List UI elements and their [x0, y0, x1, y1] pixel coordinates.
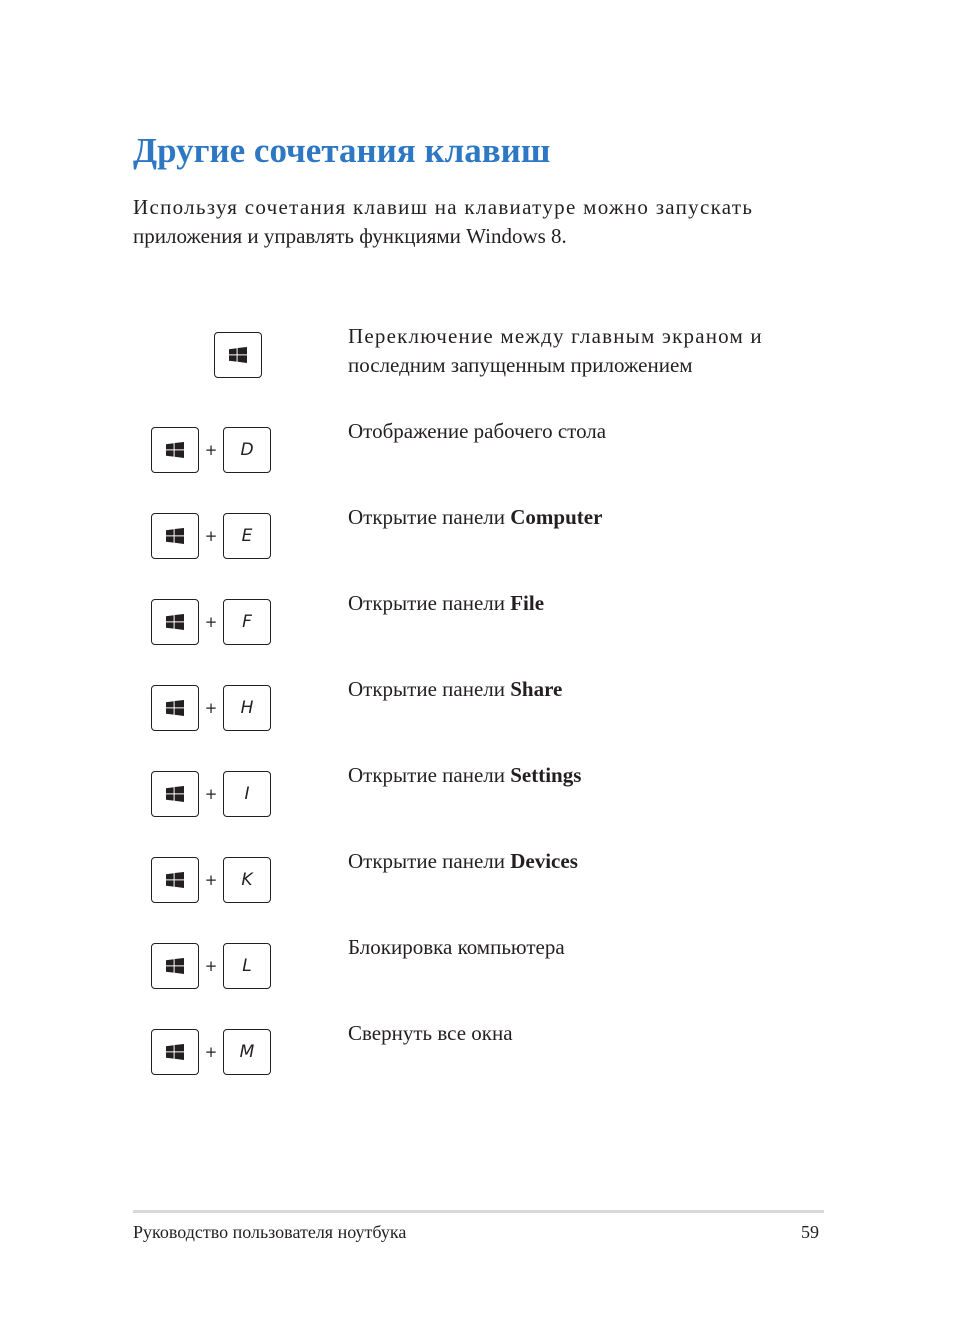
- shortcut-row-windows: [0, 320, 954, 400]
- shortcut-description-text: Открытие панели: [348, 763, 511, 787]
- page-number: 59: [801, 1222, 819, 1242]
- windows-key: [151, 513, 199, 559]
- shortcut-row-win-l: [0, 931, 954, 1011]
- intro-line-2: приложения и управлять функциями Windows 8.: [133, 224, 567, 248]
- shortcut-row-win-m: [0, 1017, 954, 1097]
- letter-key-d: D: [223, 427, 271, 473]
- windows-key: [151, 685, 199, 731]
- letter-key-f: F: [223, 599, 271, 645]
- shortcut-description-text: Открытие панели: [348, 677, 511, 701]
- plus-sign: +: [204, 441, 218, 459]
- plus-sign: +: [204, 527, 218, 545]
- plus-sign: +: [204, 785, 218, 803]
- shortcut-description-line-1: Переключение между главным экраном и: [348, 324, 763, 348]
- windows-key: [151, 943, 199, 989]
- windows-logo-icon: [166, 700, 184, 716]
- plus-sign: +: [204, 1043, 218, 1061]
- shortcut-row-win-h: [0, 673, 954, 753]
- letter-key-k: K: [223, 857, 271, 903]
- windows-key: [151, 1029, 199, 1075]
- plus-sign: +: [204, 613, 218, 631]
- shortcut-description: [348, 847, 818, 876]
- windows-logo-icon: [166, 786, 184, 802]
- page-title: Другие сочетания клавиш: [133, 131, 551, 170]
- shortcut-description: [348, 322, 818, 380]
- shortcut-description-text: Открытие панели: [348, 591, 511, 615]
- plus-sign: +: [204, 957, 218, 975]
- windows-logo-icon: [229, 347, 247, 363]
- plus-sign: +: [204, 699, 218, 717]
- footer-manual-title: Руководство пользователя ноутбука: [133, 1222, 407, 1242]
- plus-sign: +: [204, 871, 218, 889]
- shortcut-description-bold: Settings: [510, 763, 582, 787]
- shortcut-description: [348, 761, 818, 790]
- windows-key: [151, 599, 199, 645]
- windows-key: [214, 332, 262, 378]
- shortcut-row-win-f: [0, 587, 954, 667]
- shortcut-description-bold: Computer: [510, 505, 603, 529]
- letter-key-i: I: [223, 771, 271, 817]
- footer-divider: [133, 1210, 824, 1213]
- shortcut-description-bold: File: [510, 591, 545, 615]
- windows-logo-icon: [166, 442, 184, 458]
- shortcut-description-text: Открытие панели: [348, 849, 511, 873]
- intro-line-1: Используя сочетания клавиш на клавиатуре можно запускать: [133, 195, 754, 219]
- intro-paragraph: [133, 193, 823, 251]
- shortcut-row-win-d: [0, 415, 954, 495]
- shortcut-description-line-2: последним запущенным приложением: [348, 353, 693, 377]
- windows-key: [151, 771, 199, 817]
- windows-logo-icon: [166, 872, 184, 888]
- shortcut-description-text: Свернуть все окна: [348, 1021, 513, 1045]
- shortcut-description: [348, 1019, 818, 1048]
- shortcut-description: [348, 675, 818, 704]
- shortcut-description-bold: Devices: [510, 849, 578, 873]
- windows-logo-icon: [166, 958, 184, 974]
- letter-key-h: H: [223, 685, 271, 731]
- shortcut-description: [348, 589, 818, 618]
- shortcut-row-win-e: [0, 501, 954, 581]
- shortcut-description: [348, 933, 818, 962]
- letter-key-m: M: [223, 1029, 271, 1075]
- shortcut-description-text: Открытие панели: [348, 505, 511, 529]
- shortcut-description: [348, 417, 818, 446]
- letter-key-l: L: [223, 943, 271, 989]
- shortcut-description-text: Отображение рабочего стола: [348, 419, 607, 443]
- windows-logo-icon: [166, 614, 184, 630]
- shortcut-description-text: Блокировка компьютера: [348, 935, 565, 959]
- windows-logo-icon: [166, 1044, 184, 1060]
- windows-logo-icon: [166, 528, 184, 544]
- shortcut-description: [348, 503, 818, 532]
- shortcut-row-win-k: [0, 845, 954, 925]
- shortcut-row-win-i: [0, 759, 954, 839]
- letter-key-e: E: [223, 513, 271, 559]
- windows-key: [151, 427, 199, 473]
- windows-key: [151, 857, 199, 903]
- shortcut-description-bold: Share: [510, 677, 563, 701]
